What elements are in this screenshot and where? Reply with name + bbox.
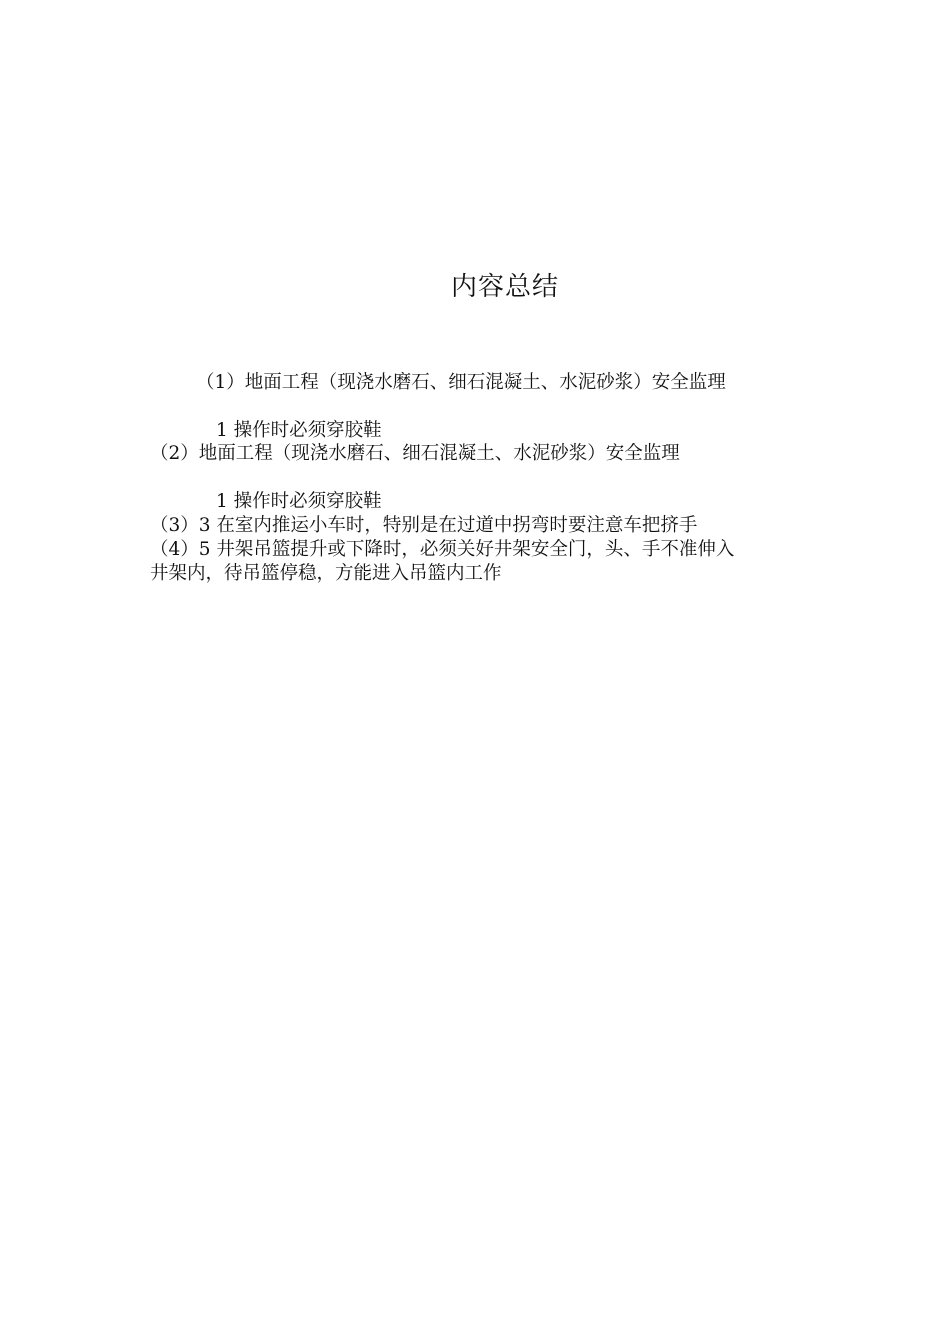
paragraph-item-1: （1）地面工程（现浇水磨石、细石混凝土、水泥砂浆）安全监理 (196, 372, 726, 393)
paragraph-item-4: （4）5 井架吊篮提升或下降时，必须关好井架安全门，头、手不准伸入 (150, 539, 735, 560)
paragraph-subitem-1: 1 操作时必须穿胶鞋 (216, 420, 382, 441)
paragraph-item-4-continuation: 井架内，待吊篮停稳，方能进入吊篮内工作 (150, 563, 502, 584)
paragraph-subitem-2: 1 操作时必须穿胶鞋 (216, 491, 382, 512)
page-title: 内容总结 (450, 272, 559, 302)
paragraph-item-3: （3）3 在室内推运小车时，特别是在过道中拐弯时要注意车把挤手 (150, 515, 698, 536)
paragraph-item-2: （2）地面工程（现浇水磨石、细石混凝土、水泥砂浆）安全监理 (150, 443, 680, 464)
